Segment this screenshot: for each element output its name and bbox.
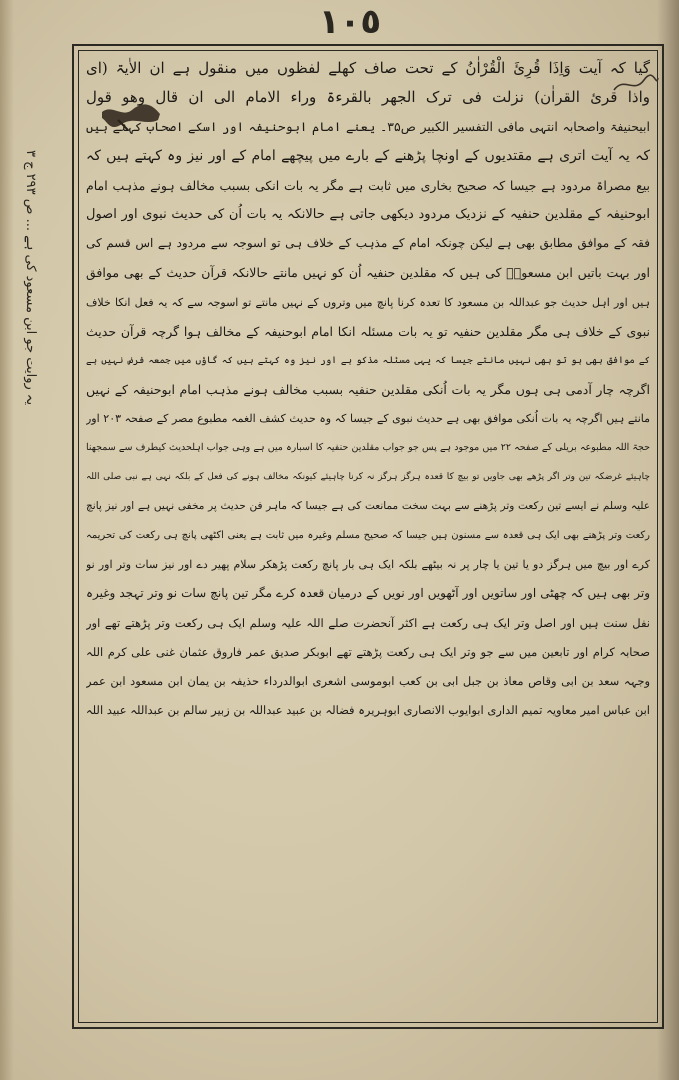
text-line: ہیں اور اہل حدیث جو عبداللہ بن مسعود کا تعدہ کرنا پانچ میں وتروں کے نہیں مانتے تو اسوجہ سے کہ یہ فعل انکا خلاف [86, 295, 650, 309]
text-line: ابوحنیفہ کے مقلدین حنفیہ کے نزدیک مردود دیکھی جاتی ہے حالانکہ یہ بات اُن کی حدیث نبوی اور اصول [86, 206, 650, 222]
text-line: کے موافق بھی ہو تو بھی نہیں مانتے جیسا کہ یہی مسئلہ مذکو ہے اور نیز وہ کہتے ہیں کہ گاؤں میں جمعہ فرض نہیں ہے [86, 354, 650, 366]
main-text-block [86, 54, 650, 1019]
text-line: ابیحنیفۃ واصحابہ انتہی مافی التفسیر الکبیر ص۳۵۔ یعنے امام ابوحنیفہ اور اسکے اصحاب کہتے ہیں [86, 119, 650, 135]
text-line: بیع مصراۃ مردود ہے جیسا کہ صحیح بخاری میں ثابت ہے مگر یہ بات انکی بسبب مخالف ہونے مذہب امام [86, 177, 650, 193]
text-line: اگرچہ چار آدمی ہی ہوں مگر یہ بات اُنکی مقلدین حنفیہ بسبب مخالف ہونے مذہب امام ابوحنیفہ کے نہیں [86, 382, 650, 398]
text-line: صحابہ کرام اور تابعین میں سے جو وتر ایک ہی رکعت پڑھتے تھے ابوبکر صدیق عمر فاروق عثمان غنی علی کرم اللہ [86, 644, 650, 659]
text-line: نبوی کے خلاف ہی مگر مقلدین حنفیہ تو یہ بات مسئلہ انکا امام ابوحنیفہ کے مخالف ہوا گرچہ قرآن حدیث [86, 323, 650, 339]
page-number: ١٠٥ [318, 2, 382, 42]
text-line: نفل سنت ہیں اور اصل وتر ایک ہی رکعت ہے اکثر آنحضرت صلے اللہ علیہ وسلم ایک ہی رکعت وتر پڑھتے تھے اور [86, 615, 650, 630]
text-line: رکعت وتر پڑھنے بھی ایک ہی قعدہ سے مسنون ہیں جیسا کہ صحیح مسلم وغیرہ میں ثابت ہے یعنی اکٹھی پانچ ہی رکعت کی تحریمہ [86, 530, 650, 541]
text-line: کہ یہ آیت اتری ہے مقتدیوں کے اونچا پڑھنے کے بارے میں پیچھے امام کے اور نیز وہ کہتے ہیں کہ [86, 147, 650, 164]
text-line: مانتے ہیں اگرچہ یہ بات اُنکی موافق بھی ہے حدیث نبوی کے جیسا کہ وہ حدیث کشف الغمہ مطبوع مصر کے صفحہ ۲۰۳ اور [86, 412, 650, 426]
page-left-edge [0, 0, 14, 1080]
text-line: کرے اور بیچ میں ہرگز دو یا تین یا چار پر نہ بیٹھے بلکہ ایک ہی بار پانچ رکعت پڑھکر سلام پھیر دے اور نیز سات وتر اور نو [86, 558, 650, 572]
text-line: واذا قرئ القراٰن) نزلت فی ترک الجھر بالقرءۃ وراء الامام الی ان قال وھو قول [86, 88, 650, 107]
text-line: چاہیئے غرضکہ تین وتر اگر پڑھے بھی جاویں تو بیچ کا قعدہ ہرگز ہرگز نہ کرنا چاہیئے کیونکہ مخالف ہونے کی فعل کے بلکہ نہی ہے نبی صلی اللہ [86, 471, 650, 482]
text-line: وجہہ سعد بن ابی وقاص معاذ بن جبل ابی بن کعب ابوموسی اشعری ابوالدرداء حذیفہ بن یمان ابن مسعود ابن عمر [86, 673, 650, 688]
text-line: علیہ وسلم نے ایسے تین رکعت وتر پڑھنے سے بہت سخت ممانعت کی ہے جیسا کہ ماہر فن حدیث پر مخفی نہیں ہے اور نیز پانچ [86, 499, 650, 512]
text-line: وتر بھی ہیں کہ چھٹی اور ساتویں اور آٹھویں اور نویں کے درمیان قعدہ کرے مگر تین پانچ سات نو وتر تہجد وغیرہ [86, 586, 650, 601]
text-line: فقہ کے موافق مطابق بھی ہے لیکن چونکہ امام کے مذہب کے خلاف ہی تو اسوجہ سے مردود ہے اس قسم کی [86, 236, 650, 251]
text-line: حجۃ اللہ مطبوعہ بریلی کے صفحہ ۲۲ میں موجود ہے پس جو جواب مقلدین حنفیہ کا اسبارہ میں ہے وہی جواب اہلحدیث کیطرف سے سمجھنا [86, 442, 650, 454]
text-line: اور بہت باتیں ابن مسعودؓ کی ہیں کہ مقلدین حنفیہ اُن کو نہیں مانتے حالانکہ قرآن حدیث کے بھی موافق [86, 265, 650, 281]
margin-handwritten-note: یہ روایت جو ابن مسعود کی ہے ... ص ۲۹۳ ج ۳ [23, 150, 38, 406]
text-line: ابن عباس امیر معاویہ تمیم الداری ابوایوب الانصاری ابوہریرہ فضالہ بن عبید عبداللہ بن زبیر سالم بن عبداللہ عبید اللہ [86, 703, 650, 718]
text-line: گیا کہ آیت وَاِذَا قُرِئَ الْقُرْاٰنُ کے تحت صاف کھلے لفظوں میں منقول ہے ان الاٰیۃ (ای [86, 59, 650, 77]
